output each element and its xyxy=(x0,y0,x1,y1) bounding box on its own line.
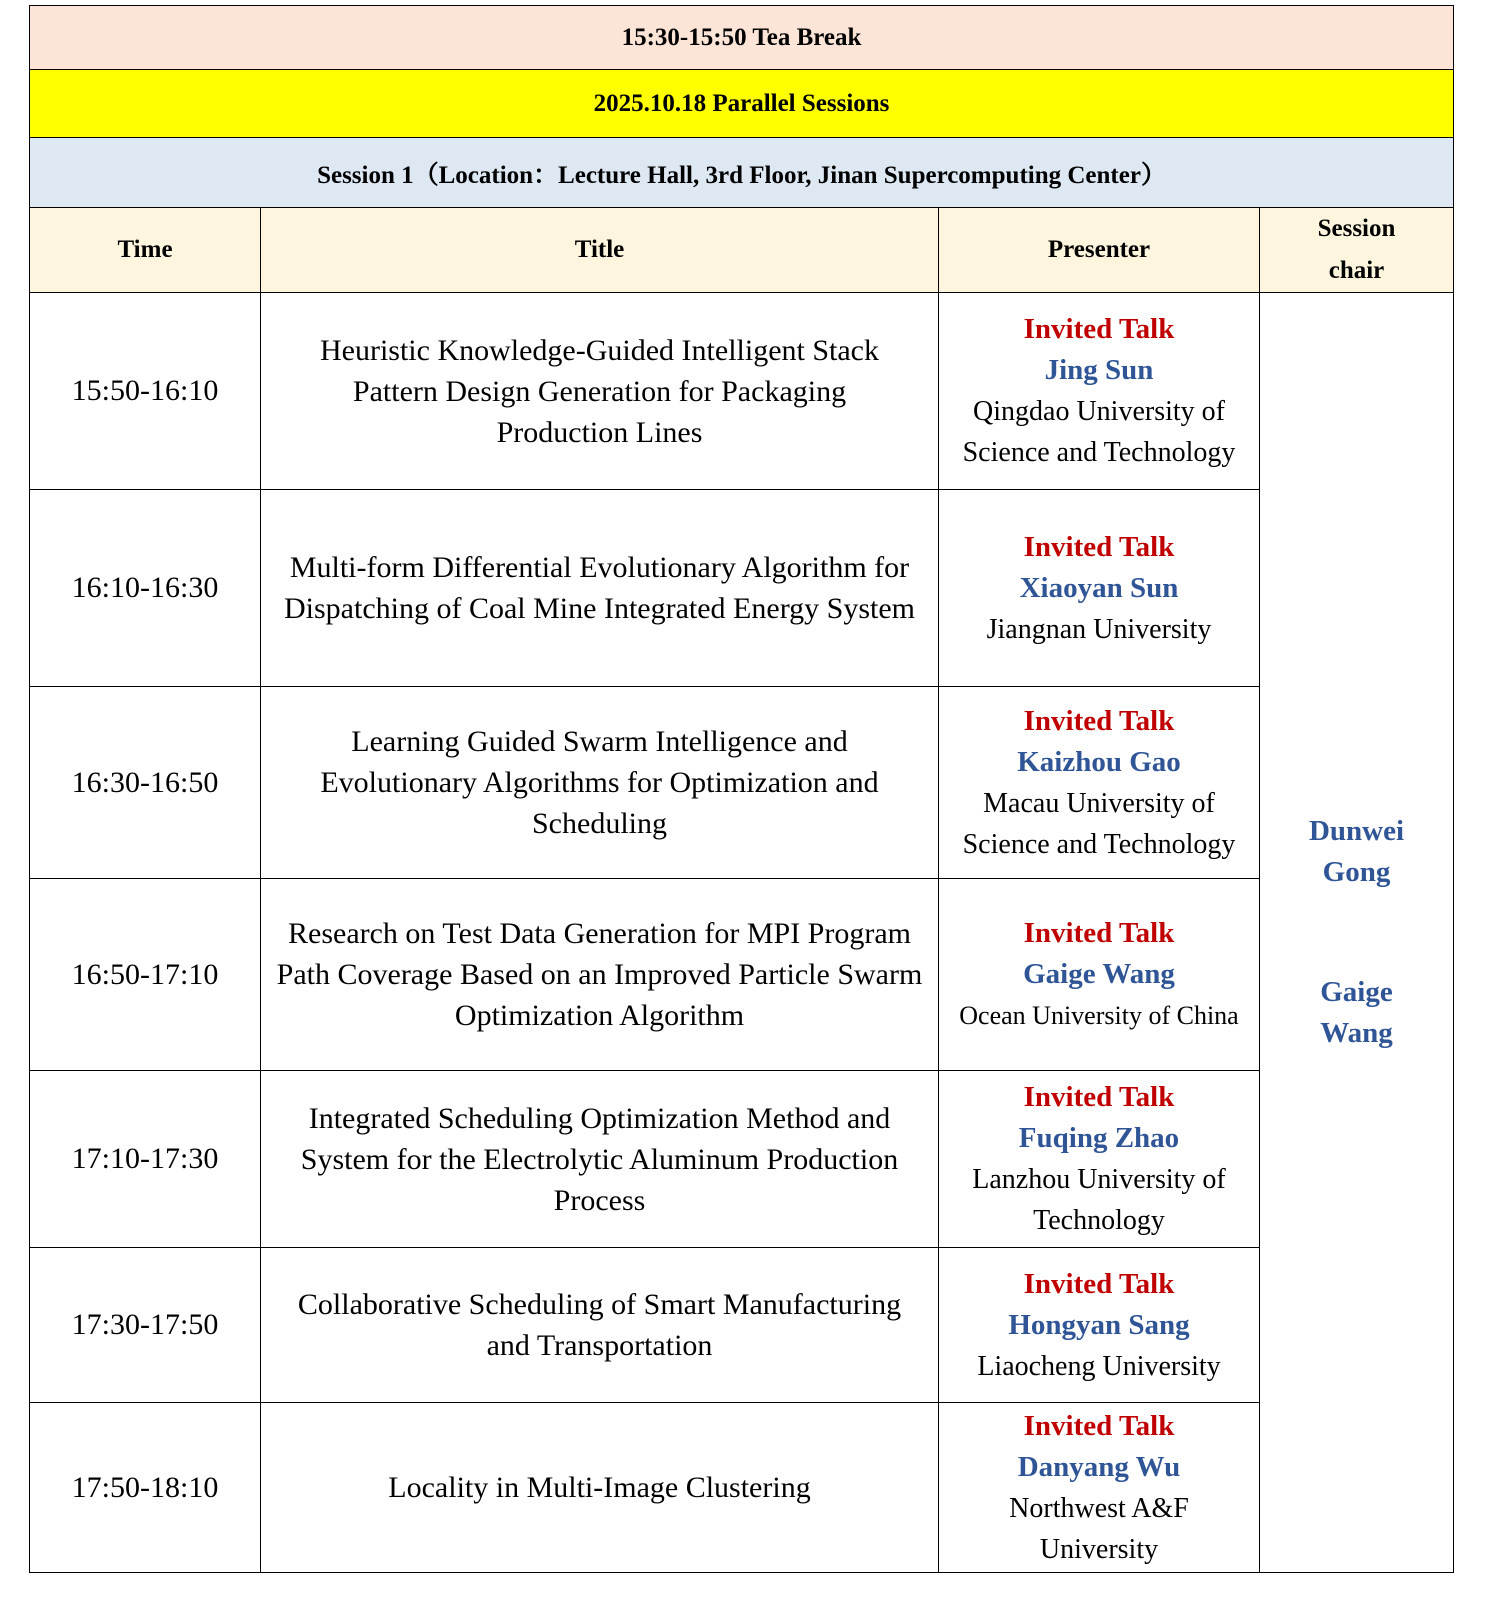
chair-spacer xyxy=(1268,893,1445,972)
talk-type-label: Invited Talk xyxy=(1023,530,1175,563)
talk-type-label: Invited Talk xyxy=(1023,1409,1175,1442)
session-chair-cell xyxy=(1260,293,1454,1573)
presenter-affiliation: Jiangnan University xyxy=(986,613,1212,645)
table-row xyxy=(30,1071,1454,1248)
presenter-name: Hongyan Sang xyxy=(1008,1308,1190,1341)
schedule-table xyxy=(29,5,1454,1573)
presenter-cell xyxy=(939,293,1260,490)
presenter-name: Kaizhou Gao xyxy=(1017,745,1181,778)
presenter-cell xyxy=(939,1071,1260,1248)
talk-type-label: Invited Talk xyxy=(1023,917,1175,949)
presenter-affiliation: Liaocheng University xyxy=(977,1350,1221,1382)
talk-title: Learning Guided Swarm Intelligence and Evolutionary Algorithms for Optimization and Scheduling xyxy=(261,687,939,879)
presenter-cell xyxy=(939,687,1260,879)
talk-type-label: Invited Talk xyxy=(1023,1081,1175,1113)
tea-break-row xyxy=(30,6,1454,70)
presenter-name: Danyang Wu xyxy=(1017,1450,1181,1483)
session-chair-header-line2: chair xyxy=(1328,257,1385,284)
column-header-session-chair xyxy=(1260,208,1454,293)
table-row xyxy=(30,687,1454,879)
talk-title: Integrated Scheduling Optimization Method and System for the Electrolytic Aluminum Production Process xyxy=(261,1071,939,1248)
presenter-name: Gaige Wang xyxy=(1023,958,1175,990)
chair-1-first-name: Dunwei xyxy=(1308,815,1405,847)
session-location-banner: Session 1（Location：Lecture Hall, 3rd Floor, Jinan Supercomputing Center） xyxy=(30,138,1454,208)
talk-time: 16:10-16:30 xyxy=(30,490,261,687)
talk-time: 17:50-18:10 xyxy=(30,1403,261,1573)
chair-2-last-name: Wang xyxy=(1320,1017,1393,1049)
talk-title: Heuristic Knowledge-Guided Intelligent Stack Pattern Design Generation for Packaging Production Lines xyxy=(261,293,939,490)
column-header-presenter: Presenter xyxy=(939,208,1260,293)
chair-2-first-name: Gaige xyxy=(1320,976,1393,1008)
presenter-affiliation: Ocean University of China xyxy=(959,1001,1239,1030)
tea-break-banner: 15:30-15:50 Tea Break xyxy=(30,6,1454,70)
session-header-row xyxy=(30,138,1454,208)
presenter-affiliation: Lanzhou University of Technology xyxy=(972,1164,1226,1236)
talk-time: 16:30-16:50 xyxy=(30,687,261,879)
talk-title: Collaborative Scheduling of Smart Manufacturing and Transportation xyxy=(261,1248,939,1403)
talk-type-label: Invited Talk xyxy=(1023,704,1175,737)
table-row xyxy=(30,879,1454,1071)
talk-time: 17:10-17:30 xyxy=(30,1071,261,1248)
presenter-affiliation: Macau University of Science and Technology xyxy=(962,787,1236,860)
presenter-cell xyxy=(939,490,1260,687)
schedule-page xyxy=(29,5,1453,1573)
presenter-cell xyxy=(939,1403,1260,1573)
talk-title: Multi-form Differential Evolutionary Algorithm for Dispatching of Coal Mine Integrated Energy System xyxy=(261,490,939,687)
presenter-affiliation: Northwest A&F University xyxy=(1009,1492,1189,1565)
talk-type-label: Invited Talk xyxy=(1023,1267,1175,1300)
presenter-name: Jing Sun xyxy=(1044,354,1154,386)
column-header-row xyxy=(30,208,1454,293)
chair-1-last-name: Gong xyxy=(1322,856,1391,888)
column-header-title: Title xyxy=(261,208,939,293)
table-row xyxy=(30,1403,1454,1573)
column-header-time: Time xyxy=(30,208,261,293)
table-row xyxy=(30,490,1454,687)
table-row xyxy=(30,1248,1454,1403)
talk-time: 17:30-17:50 xyxy=(30,1248,261,1403)
table-row xyxy=(30,293,1454,490)
session-chair-header-line1: Session xyxy=(1317,215,1396,242)
presenter-cell xyxy=(939,879,1260,1071)
parallel-sessions-banner: 2025.10.18 Parallel Sessions xyxy=(30,70,1454,138)
talk-title: Locality in Multi-Image Clustering xyxy=(261,1403,939,1573)
talk-title: Research on Test Data Generation for MPI Program Path Coverage Based on an Improved Particle Swarm Optimization Algorithm xyxy=(261,879,939,1071)
presenter-cell xyxy=(939,1248,1260,1403)
talk-time: 16:50-17:10 xyxy=(30,879,261,1071)
presenter-affiliation: Qingdao University of Science and Technology xyxy=(962,396,1236,468)
presenter-name: Xiaoyan Sun xyxy=(1019,571,1179,604)
parallel-sessions-row xyxy=(30,70,1454,138)
talk-type-label: Invited Talk xyxy=(1023,313,1175,345)
talk-time: 15:50-16:10 xyxy=(30,293,261,490)
presenter-name: Fuqing Zhao xyxy=(1018,1122,1180,1154)
